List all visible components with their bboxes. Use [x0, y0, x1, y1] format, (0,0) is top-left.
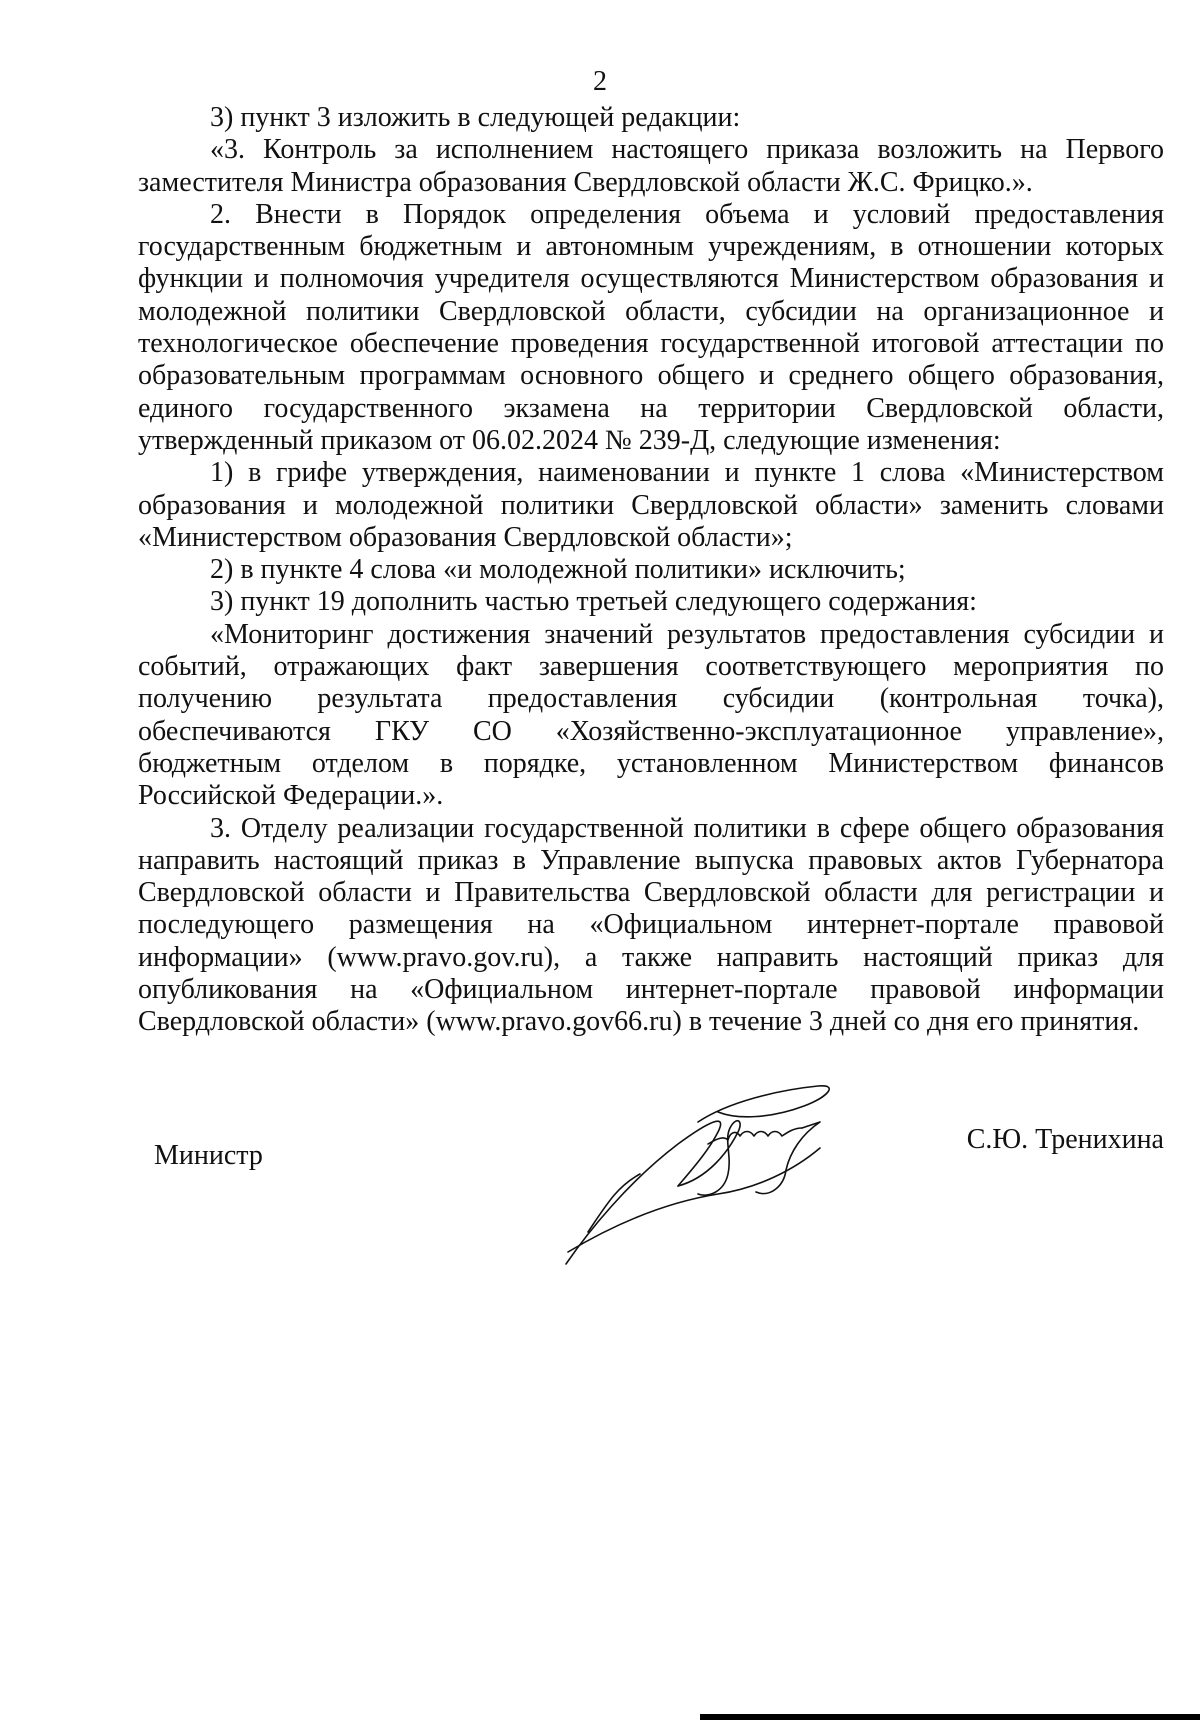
- signatory-name: С.Ю. Тренихина: [966, 1124, 1164, 1155]
- handwritten-signature: [558, 1082, 978, 1272]
- signature-block: [138, 1082, 1164, 1282]
- document-body: [138, 102, 1164, 1039]
- signatory-title: Министр: [154, 1140, 263, 1171]
- paragraph: «3. Контроль за исполнением настоящего приказа возложить на Первого заместителя Министра образования Свердловской области Ж.С. Фрицко.».: [138, 134, 1164, 198]
- paragraph: 2. Внести в Порядок определения объема и условий предоставления государственным бюджетным и автономным учреждениям, в отношении которых функции и полномочия учредителя осуществляются Министерством образования и молодежной политики Свердловской области, субсидии на организационное и технологическое обеспечение проведения государственной итоговой аттестации по образовательным программам основного общего и среднего общего образования, единого государственного экзамена на территории Свердловской области, утвержденный приказом от 06.02.2024 № 239-Д, следующие изменения:: [138, 198, 1164, 456]
- scan-edge-line: [700, 1714, 1200, 1720]
- paragraph: 3) пункт 3 изложить в следующей редакции:: [210, 102, 741, 133]
- page-number: 2: [593, 66, 607, 97]
- paragraph: 3) пункт 19 дополнить частью третьей следующего содержания:: [210, 586, 977, 618]
- paragraph: «Мониторинг достижения значений результатов предоставления субсидии и событий, отражающих факт завершения соответствующего мероприятия по получению результата предоставления субсидии (контрольная точка), обеспечиваются ГКУ СО «Хозяйственно-эксплуатационное управление», бюджетным отделом в порядке, установленном Министерством финансов Российской Федерации.».: [138, 618, 1164, 812]
- paragraph: 3. Отделу реализации государственной политики в сфере общего образования направить настоящий приказ в Управление выпуска правовых актов Губернатора Свердловской области и Правительства Свердловской области для регистрации и последующего размещения на «Официальном интернет-портале правовой информации» (www.pravo.gov.ru), а также направить настоящий приказ для опубликования на «Официальном интернет-портале правовой информации Свердловской области» (www.pravo.gov66.ru) в течение 3 дней со дня его принятия.: [138, 812, 1164, 1038]
- paragraph: 1) в грифе утверждения, наименовании и пункте 1 слова «Министерством образования и молодежной политики Свердловской области» заменить словами «Министерством образования Свердловской области»;: [138, 457, 1164, 553]
- paragraph: 2) в пункте 4 слова «и молодежной политики» исключить;: [210, 554, 906, 586]
